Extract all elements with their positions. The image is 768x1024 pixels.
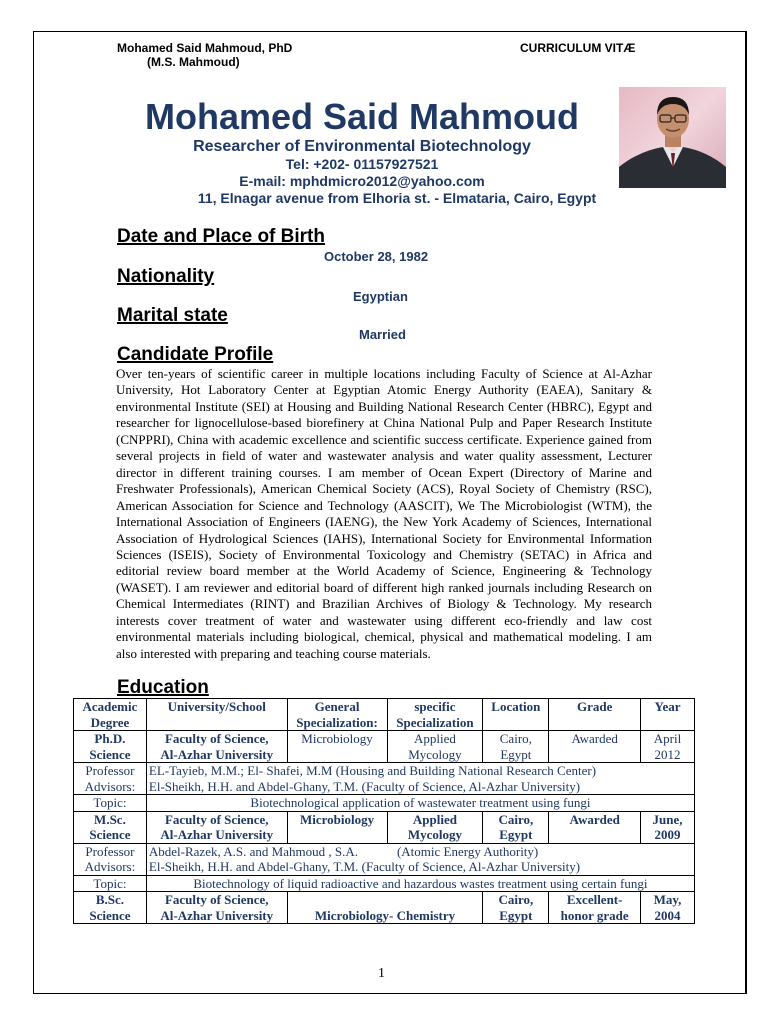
phd-advisors: EL-Tayieb, M.M.; El- Shafei, M.M (Housing and Building National Research Center) El-Sheikh, H.H. and Abdel-Ghany, T.M. (Faculty of Science, Al-Azhar University) <box>146 763 694 795</box>
profile-photo <box>619 87 726 188</box>
msc-topic: Biotechnology of liquid radioactive and hazardous wastes treatment using certain fungi <box>146 875 694 892</box>
msc-university: Faculty of Science, Al-Azhar University <box>146 811 287 843</box>
msc-general: Microbiology <box>287 811 387 843</box>
table-row-phd <box>74 731 695 763</box>
table-row-bsc <box>74 892 695 924</box>
col-header-university: University/School <box>146 699 287 731</box>
msc-year: June, 2009 <box>641 811 695 843</box>
marital-heading: Marital state <box>117 305 228 326</box>
bsc-specialization: Microbiology- Chemistry <box>287 892 483 924</box>
header-short-name: (M.S. Mahmoud) <box>147 55 240 69</box>
nationality-value: Egyptian <box>353 289 408 304</box>
bsc-degree: B.Sc. Science <box>74 892 147 924</box>
phd-topic: Biotechnological application of wastewater treatment using fungi <box>146 795 694 812</box>
msc-advisors-label: Professor Advisors: <box>74 843 147 875</box>
msc-topic-label: Topic: <box>74 875 147 892</box>
msc-specific: Applied Mycology <box>387 811 483 843</box>
bsc-university: Faculty of Science, Al-Azhar University <box>146 892 287 924</box>
phd-specific: Applied Mycology <box>387 731 483 763</box>
table-row-phd-advisors <box>74 763 695 795</box>
education-heading: Education <box>117 677 209 698</box>
header-name: Mohamed Said Mahmoud, PhD <box>117 41 293 55</box>
bsc-location: Cairo, Egypt <box>483 892 549 924</box>
running-header-right: CURRICULUM VITÆ <box>520 41 636 55</box>
bsc-grade: Excellent- honor grade <box>549 892 641 924</box>
profile-paragraph: Over ten-years of scientific career in multiple locations including Faculty of Science at Al-Azhar University, Hot Laboratory Center at Egyptian Atomic Energy Authority (EAEA), Sanitary & environmental Institute (SEI) at Housing and Building National Research Center (HBRC), Egypt and researcher for lignocellulose-based biorefinery at China National Pulp and Paper Research Institute (CNPPRI), China with academic excellence and scientific success certificate. Experience gained from several projects in field of water and wastewater analysis and water quality assessment, Lecturer director in different training courses. I am member of Ocean Expert (Directory of Marine and Freshwater Professionals), American Chemical Society (ACS), Royal Society of Chemistry (RSC), American Association for Science and Technology (AASCIT), We The Microbiologist (WTM), the International Association of Engineers (IAENG), the New York Academy of Sciences, International Association of Hydrological Sciences (IAHS), International Society for Environmental Information Sciences (ISEIS), Society of Environmental Toxicology and Chemistry (SETAC) in Africa and editorial review board member at the World Academy of Science, Engineering & Technology (WASET). I am reviewer and editorial board of different high ranked journals including Research on Chemical Intermediates (RINT) and Brazilian Archives of Biology & Technology. My research interests cover treatment of water and wastewater using different eco-friendly and law cost environmental materials including biological, chemical, physical and mathematical modeling. I am also interested with preparing and teaching course materials. <box>116 366 652 661</box>
col-header-year: Year <box>641 699 695 731</box>
address: 11, Elnagar avenue from Elhoria st. - Elmataria, Cairo, Egypt <box>197 190 597 206</box>
phd-degree: Ph.D. Science <box>74 731 147 763</box>
table-row-msc-advisors <box>74 843 695 875</box>
running-header-left <box>117 41 292 69</box>
col-header-specific: specific Specialization <box>387 699 483 731</box>
phd-advisors-label: Professor Advisors: <box>74 763 147 795</box>
marital-value: Married <box>359 327 406 342</box>
profile-heading: Candidate Profile <box>117 344 274 365</box>
phd-general: Microbiology <box>287 731 387 763</box>
phd-year: April 2012 <box>641 731 695 763</box>
table-row-phd-topic <box>74 795 695 812</box>
phd-location: Cairo, Egypt <box>483 731 549 763</box>
phd-topic-label: Topic: <box>74 795 147 812</box>
table-row-msc <box>74 811 695 843</box>
col-header-location: Location <box>483 699 549 731</box>
msc-advisors: Abdel-Razek, A.S. and Mahmoud , S.A. (Atomic Energy Authority) El-Sheikh, H.H. and Abdel-Ghany, T.M. (Faculty of Science, Al-Azhar University) <box>146 843 694 875</box>
phd-university: Faculty of Science, Al-Azhar University <box>146 731 287 763</box>
bsc-year: May, 2004 <box>641 892 695 924</box>
table-row-msc-topic <box>74 875 695 892</box>
msc-grade: Awarded <box>549 811 641 843</box>
msc-location: Cairo, Egypt <box>483 811 549 843</box>
education-table <box>73 698 695 924</box>
candidate-name: Mohamed Said Mahmoud <box>144 96 580 137</box>
birth-value: October 28, 1982 <box>324 249 429 264</box>
col-header-grade: Grade <box>549 699 641 731</box>
nationality-heading: Nationality <box>117 266 215 287</box>
phd-grade: Awarded <box>549 731 641 763</box>
col-header-degree: Academic Degree <box>74 699 147 731</box>
page-number: 1 <box>378 966 385 981</box>
birth-heading: Date and Place of Birth <box>117 226 325 247</box>
telephone: Tel: +202- 01157927521 <box>285 156 439 172</box>
table-header-row <box>74 699 695 731</box>
email: E-mail: mphdmicro2012@yahoo.com <box>239 173 485 189</box>
msc-degree: M.Sc. Science <box>74 811 147 843</box>
job-title: Researcher of Environmental Biotechnology <box>193 138 531 155</box>
col-header-general: General Specialization: <box>287 699 387 731</box>
